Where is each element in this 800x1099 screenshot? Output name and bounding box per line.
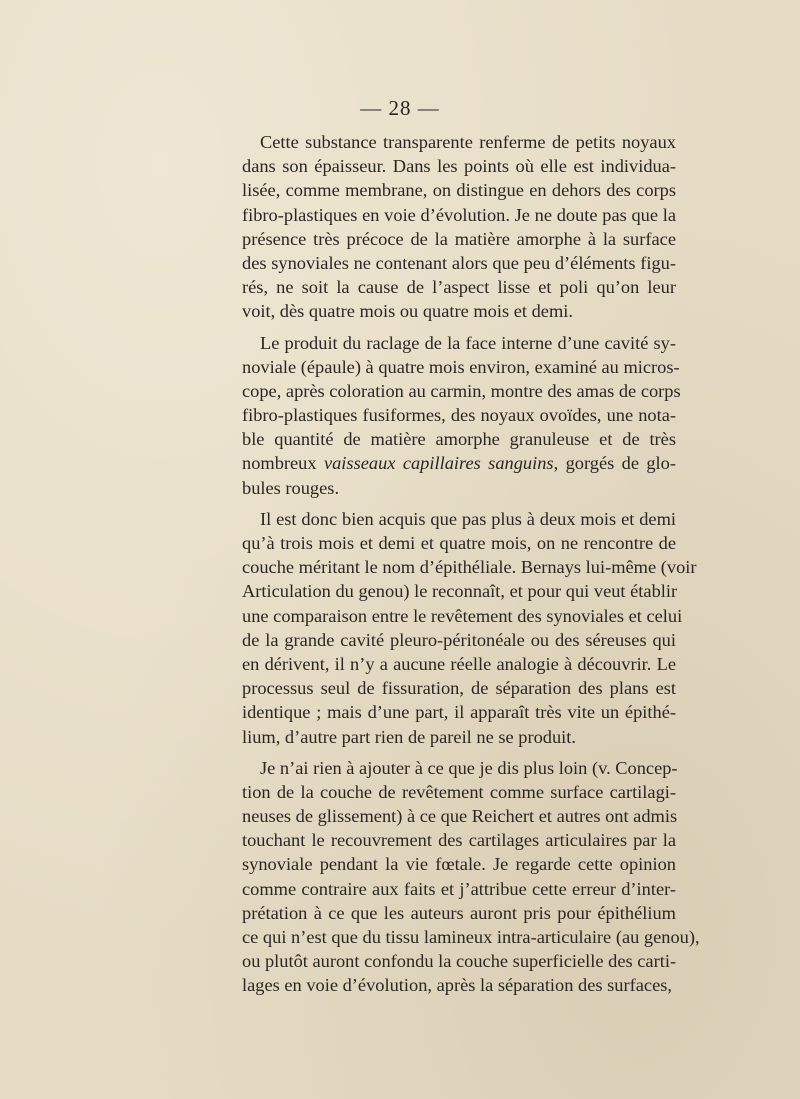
- text-line: noviale (épaule) à quatre mois environ, examiné au micros-: [242, 356, 680, 377]
- page-number: — 28 —: [360, 96, 440, 120]
- text-line: voit, dès quatre mois ou quatre mois et demi.: [242, 301, 573, 322]
- text-line: identique ; mais d’une part, il apparaît très vite un épithé-: [242, 702, 676, 723]
- text-line: Le produit du raclage de la face interne d’une cavité sy-: [260, 332, 676, 353]
- text-line: ble quantité de matière amorphe granuleuse et de très: [242, 429, 676, 450]
- text-line: touchant le recouvrement des cartilages articulaires par la: [242, 830, 676, 851]
- text-line: couche méritant le nom d’épithéliale. Bernays lui-même (voir: [242, 557, 697, 578]
- paragraph-2: [242, 331, 681, 500]
- italic-emphasis: vaisseaux capillaires sanguins,: [323, 453, 559, 474]
- text-line: synoviale pendant la vie fœtale. Je regarde cette opinion: [242, 854, 676, 875]
- text-line: ou plutôt auront confondu la couche superficielle des carti-: [242, 951, 677, 972]
- text-line: processus seul de fissuration, de séparation des plans est: [242, 678, 676, 699]
- text-line: prétation à ce que les auteurs auront pris pour épithélium: [242, 902, 676, 923]
- text-line: comme contraire aux faits et j’attribue cette erreur d’inter-: [242, 878, 676, 899]
- text-line: cope, après coloration au carmin, montre des amas de corps: [242, 380, 681, 401]
- text-line: bules rouges.: [242, 477, 340, 498]
- text-line-mixed: [242, 451, 676, 475]
- paragraph-1: [242, 130, 676, 324]
- text-line: lisée, comme membrane, on distingue en dehors des corps: [242, 180, 676, 201]
- paragraph-4: [242, 756, 700, 998]
- text-fragment: gorgés de glo-: [565, 453, 676, 474]
- text-line: Il est donc bien acquis que pas plus à deux mois et demi: [260, 508, 676, 529]
- body-text: [242, 130, 700, 998]
- text-line: Articulation du genou) le reconnaît, et pour qui veut établir: [242, 581, 678, 602]
- text-fragment: nombreux: [242, 453, 317, 474]
- text-line: lium, d’autre part rien de pareil ne se produit.: [242, 726, 576, 747]
- text-line: rés, ne soit la cause de l’aspect lisse et poli qu’on leur: [242, 277, 676, 298]
- text-line: de la grande cavité pleuro-péritonéale ou des séreuses qui: [242, 629, 676, 650]
- text-line: fibro-plastiques fusiformes, des noyaux ovoïdes, une nota-: [242, 405, 676, 426]
- text-line: qu’à trois mois et demi et quatre mois, on ne rencontre de: [242, 533, 676, 553]
- text-line: présence très précoce de la matière amorphe à la surface: [242, 228, 676, 249]
- text-line: Je n’ai rien à ajouter à ce que je dis plus loin (v. Concep-: [260, 757, 678, 778]
- text-line: une comparaison entre le revêtement des synoviales et celui: [242, 605, 683, 626]
- text-line: lages en voie d’évolution, après la séparation des surfaces,: [242, 975, 672, 996]
- text-line: neuses de glissement) à ce que Reichert et autres ont admis: [242, 806, 678, 827]
- text-line: Cette substance transparente renferme de petits noyaux: [260, 132, 676, 152]
- text-line: en dérivent, il n’y a aucune réelle analogie à découvrir. Le: [242, 653, 676, 674]
- text-line: des synoviales ne contenant alors que peu d’éléments figu-: [242, 252, 676, 273]
- text-line: tion de la couche de revêtement comme surface cartilagi-: [242, 781, 676, 802]
- text-line: dans son épaisseur. Dans les points où elle est individua-: [242, 156, 676, 177]
- paragraph-3: [242, 507, 697, 749]
- text-line: fibro-plastiques en voie d’évolution. Je ne doute pas que la: [242, 204, 676, 225]
- text-line: ce qui n’est que du tissu lamineux intra-articulaire (au genou),: [242, 927, 700, 947]
